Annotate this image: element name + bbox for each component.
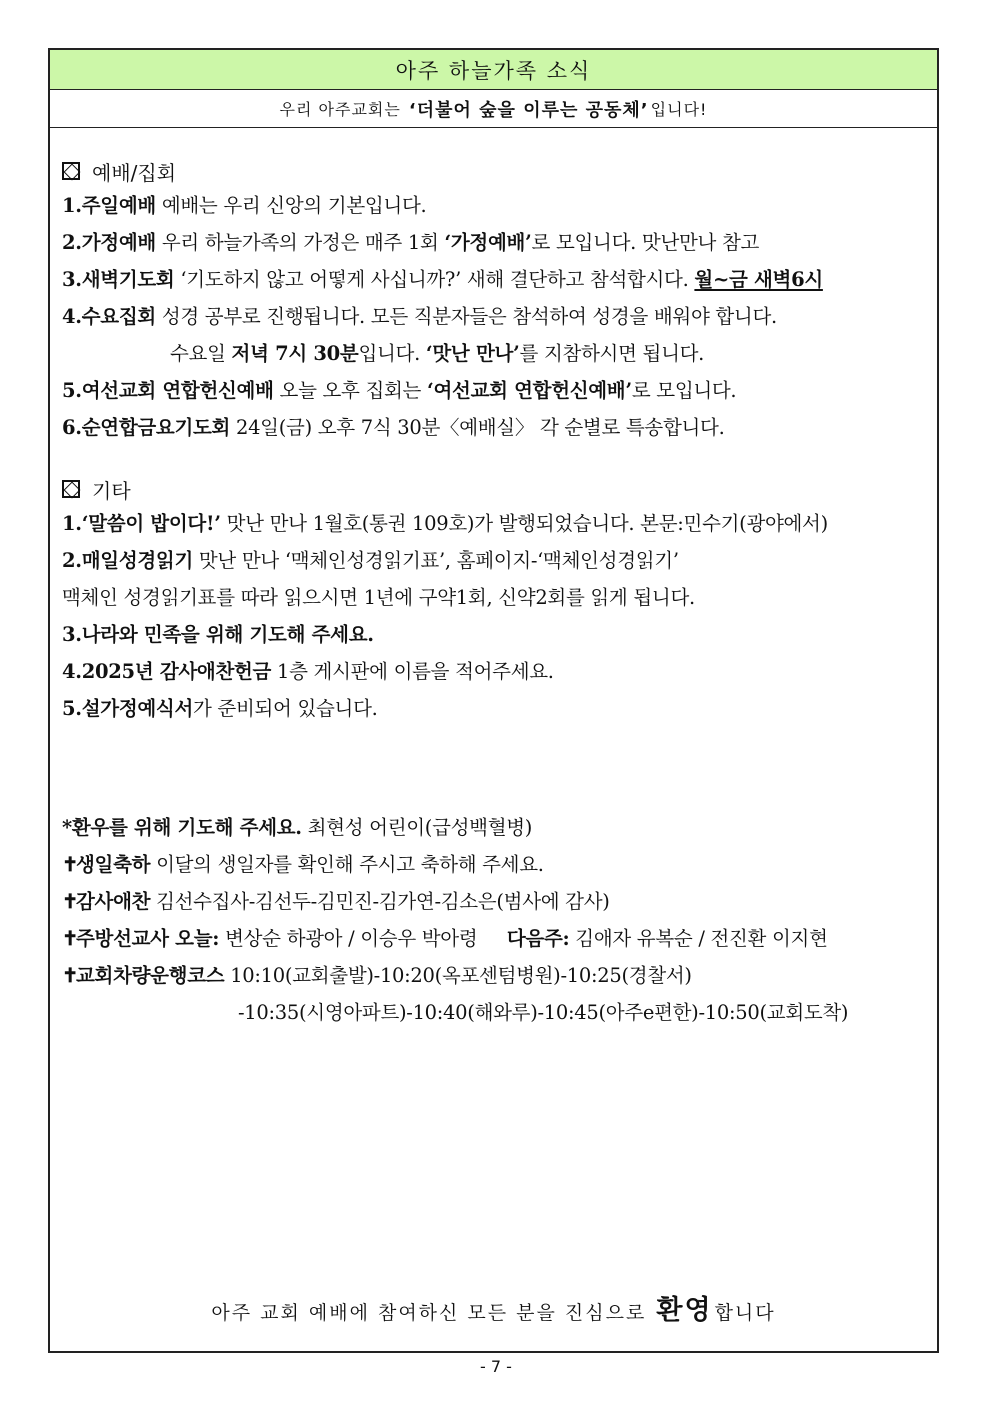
worship-item-4-continued — [62, 335, 929, 372]
diamond-box-icon — [62, 162, 80, 180]
welcome-big: 환영 — [656, 1295, 713, 1326]
item-text: 맛난 만나 ‘맥체인성경읽기표’, 홈페이지-‘맥체인성경읽기’ — [198, 549, 679, 572]
worship-heading — [62, 155, 929, 187]
van-route-line-1: 10:10(교회출발)-10:20(옥포센텀병원)-10:25(경찰서) — [230, 964, 692, 987]
item-bold: 저녁 7시 30분 — [231, 342, 359, 365]
thanks-notice — [62, 883, 929, 920]
etc-heading — [62, 473, 929, 505]
prayer-label: *환우를 위해 기도해 주세요. — [62, 816, 302, 839]
etc-item-2 — [62, 542, 929, 579]
item-label: 2.가정예배 — [62, 231, 156, 254]
bulletin-content — [62, 155, 929, 1031]
item-text: 성경 공부로 진행됩니다. 모든 직분자들은 참석하여 성경을 배워야 합니다. — [161, 305, 777, 328]
page-title-text: 아주 하늘가족 소식 — [395, 58, 592, 83]
birthday-label: 생일축하 — [76, 853, 151, 876]
page-number: - 7 - — [480, 1357, 512, 1376]
worship-item-6 — [62, 409, 929, 446]
item-text: 수요일 — [170, 342, 226, 365]
host-next-label: 다음주: — [506, 927, 570, 950]
cross-icon: ✝ — [62, 927, 79, 950]
cross-icon: ✝ — [62, 964, 79, 987]
van-label: 교회차량운행코스 — [76, 964, 225, 987]
cross-icon: ✝ — [62, 853, 79, 876]
etc-item-1 — [62, 505, 929, 542]
item-text: 맛난 만나 1월호(통권 109호)가 발행되었습니다. 본문:민수기(광야에서) — [226, 512, 828, 535]
etc-item-5 — [62, 690, 929, 727]
item-label: 4.수요집회 — [62, 305, 156, 328]
thanks-label: 감사애찬 — [76, 890, 151, 913]
item-text: ‘기도하지 않고 어떻게 사십니까?’ 새해 결단하고 참석합시다. — [180, 268, 689, 291]
diamond-box-icon — [62, 480, 80, 498]
item-label: 4.2025년 감사애찬헌금 — [62, 660, 272, 683]
bulletin-frame — [48, 48, 939, 1353]
item-label: 2.매일성경읽기 — [62, 549, 193, 572]
birthday-notice — [62, 846, 929, 883]
etc-item-2-continued — [62, 579, 929, 616]
etc-heading-text: 기타 — [92, 478, 131, 503]
worship-item-3 — [62, 261, 929, 298]
worship-item-1 — [62, 187, 929, 224]
page-title — [50, 50, 937, 90]
van-route-line-2: -10:35(시영아파트)-10:40(해와루)-10:45(아주e편한)-10:50(교회도착) — [238, 1001, 849, 1024]
prayer-text: 최현성 어린이(급성백혈병) — [307, 816, 533, 839]
item-label: 3.나라와 민족을 위해 기도해 주세요. — [62, 623, 374, 646]
host-next: 김애자 유복순 / 전진환 이지현 — [575, 927, 828, 950]
subtitle-pre: 우리 아주교회는 — [279, 100, 401, 119]
item-label: 1.‘말씀이 밥이다!’ — [62, 512, 221, 535]
etc-item-4 — [62, 653, 929, 690]
kitchen-host-notice — [62, 920, 929, 957]
subtitle-bold: ‘더불어 숲을 이루는 공동체’ — [408, 99, 649, 121]
item-underline: 월~금 새벽6시 — [694, 268, 823, 291]
item-text: 1층 게시판에 이름을 적어주세요. — [276, 660, 554, 683]
item-bold: ‘가정예배’ — [444, 231, 532, 254]
worship-item-2 — [62, 224, 929, 261]
worship-item-5 — [62, 372, 929, 409]
item-text: 로 모입니다. 맛난만나 참고 — [531, 231, 760, 254]
welcome-post: 합니다 — [714, 1302, 776, 1324]
van-route-continued — [62, 994, 929, 1031]
item-text: 를 지참하시면 됩니다. — [519, 342, 705, 365]
item-text: 로 모입니다. — [631, 379, 737, 402]
birthday-text: 이달의 생일자를 확인해 주시고 축하해 주세요. — [156, 853, 544, 876]
item-label: 5.여선교회 연합헌신예배 — [62, 379, 274, 402]
thanks-text: 김선수집사-김선두-김민진-김가연-김소은(범사에 감사) — [156, 890, 610, 913]
item-text: 24일(금) 오후 7식 30분〈예배실〉 각 순별로 특송합니다. — [235, 416, 725, 439]
item-text: 우리 하늘가족의 가정은 매주 1회 — [161, 231, 439, 254]
welcome-message — [50, 1288, 937, 1327]
item-text: 예배는 우리 신앙의 기본입니다. — [161, 194, 427, 217]
worship-heading-text: 예배/집회 — [92, 160, 177, 185]
prayer-request — [62, 809, 929, 846]
item-bold: ‘여선교회 연합헌신예배’ — [427, 379, 632, 402]
item-bold: ‘맛난 만나’ — [425, 342, 520, 365]
item-text: 오늘 오후 집회는 — [279, 379, 422, 402]
item-text: 맥체인 성경읽기표를 따라 읽으시면 1년에 구약1회, 신약2회를 읽게 됩니다. — [62, 586, 695, 609]
welcome-pre: 아주 교회 예배에 참여하신 모든 분을 진심으로 — [211, 1302, 647, 1324]
van-route-notice — [62, 957, 929, 994]
item-label: 5.설가정예식서 — [62, 697, 193, 720]
subtitle-post: 입니다! — [650, 100, 708, 119]
cross-icon: ✝ — [62, 890, 79, 913]
host-label: 주방선교사 오늘: — [76, 927, 220, 950]
item-text: 입니다. — [358, 342, 420, 365]
host-today: 변상순 하광아 / 이승우 박아령 — [225, 927, 478, 950]
item-label: 6.순연합금요기도회 — [62, 416, 231, 439]
item-label: 1.주일예배 — [62, 194, 156, 217]
subtitle-banner — [50, 90, 937, 128]
item-label: 3.새벽기도회 — [62, 268, 175, 291]
item-text: 가 준비되어 있습니다. — [192, 697, 378, 720]
worship-item-4 — [62, 298, 929, 335]
etc-item-3 — [62, 616, 929, 653]
